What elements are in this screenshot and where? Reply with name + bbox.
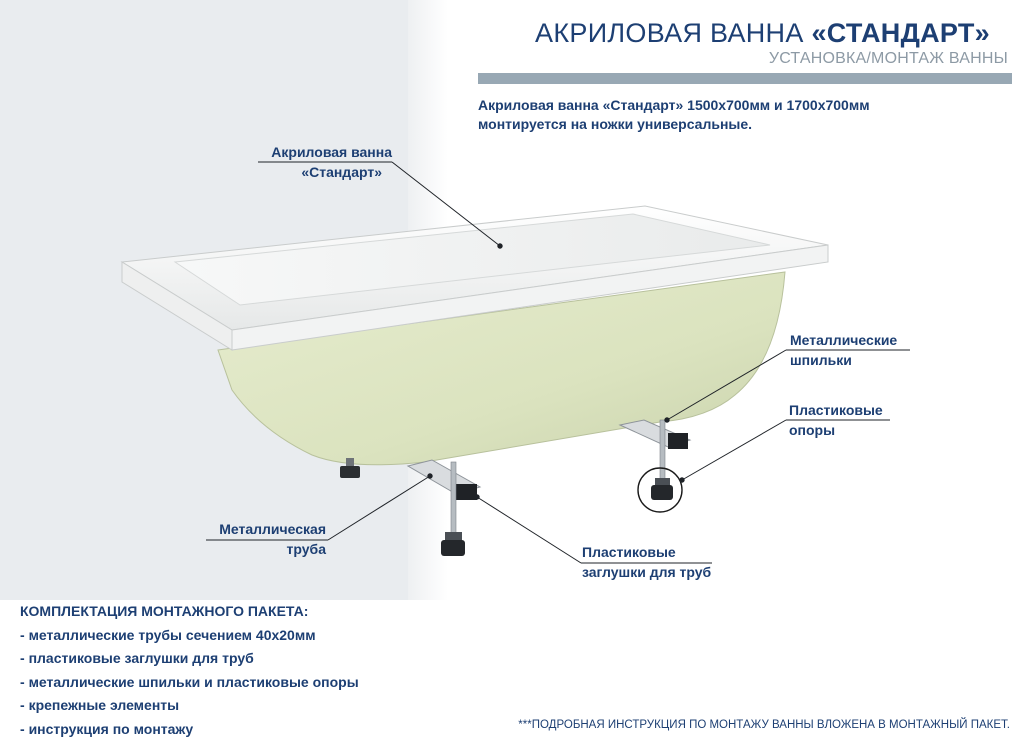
callout-studs-2 [790, 351, 852, 370]
footnote: ***ПОДРОБНАЯ ИНСТРУКЦИЯ ПО МОНТАЖУ ВАННЫ ВЛОЖЕНА В МОНТАЖНЫЙ ПАКЕТ. [518, 719, 1010, 731]
callout-caps-2 [582, 563, 711, 582]
callout-bath-line1: Акриловая ванна [271, 144, 392, 160]
kit-list [20, 624, 359, 742]
callout-pipe-2 [196, 540, 326, 559]
kit-item: - инструкция по монтажу [20, 718, 359, 742]
callout-caps-line1: Пластиковые [582, 544, 676, 560]
callout-pipe-line1: Металлическая [219, 521, 326, 537]
callout-bath-2 [258, 163, 382, 182]
callout-pipe [196, 520, 326, 539]
kit-item: - крепежные элементы [20, 694, 359, 718]
callout-caps-line2: заглушки для труб [582, 564, 712, 580]
intro-line-2: монтируется на ножки универсальные. [478, 116, 753, 132]
callout-studs-line1: Металлические [790, 332, 898, 348]
callout-bath [258, 143, 392, 162]
kit-item: - пластиковые заглушки для труб [20, 647, 359, 671]
callout-supports [789, 401, 883, 420]
kit-item: - металлические шпильки и пластиковые опоры [20, 671, 359, 695]
callout-studs [790, 331, 897, 350]
callout-supports-line1: Пластиковые [789, 402, 883, 418]
kit-heading: КОМПЛЕКТАЦИЯ МОНТАЖНОГО ПАКЕТА: [20, 603, 309, 619]
intro-line-1: Акриловая ванна «Стандарт» 1500х700мм и 1700х700мм [478, 97, 870, 113]
callout-pipe-line2: труба [286, 541, 326, 557]
kit-section [20, 600, 359, 741]
callout-caps [582, 543, 676, 562]
callout-supports-2 [789, 421, 835, 440]
callout-supports-line2: опоры [789, 422, 836, 438]
kit-item: - металлические трубы сечением 40х20мм [20, 624, 359, 648]
callout-studs-line2: шпильки [790, 352, 852, 368]
callout-bath-line2: «Стандарт» [301, 164, 382, 180]
title-bold: «СТАНДАРТ» [811, 18, 990, 48]
title-regular: АКРИЛОВАЯ ВАННА [535, 18, 812, 48]
page-subtitle: УСТАНОВКА/МОНТАЖ ВАННЫ [768, 50, 1008, 67]
